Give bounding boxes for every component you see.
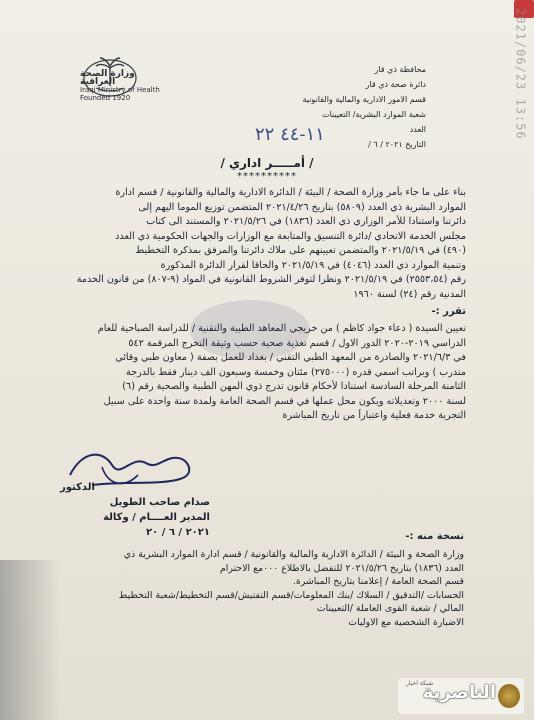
decision-label: تقرر :-	[431, 306, 466, 317]
cc-line: الاضبارة الشخصية مع الاوليات	[348, 616, 464, 628]
cc-line: قسم الصحة العامة / إعلامنا بتاريخ المباشرة.	[292, 576, 464, 587]
ministry-arabic: وزارة الصحة العراقية	[80, 69, 135, 87]
header-line: دائرة صحة ذي قار	[365, 80, 426, 89]
decision-line: الثامنة المرحلة السادسة استنادا لأحكام قانون تدرج ذوي المهن الطبية والصحية رقم (٦)	[122, 381, 466, 392]
header-line: التاريخ ٢٠٢١ / ٦ /	[368, 140, 426, 149]
signer-name: صدام صاحب الطويل	[109, 497, 210, 508]
header-line: قسم الامور الادارية والمالية والقانونية	[302, 95, 426, 104]
signer-title: الدكتور	[60, 482, 95, 493]
cc-line: العدد (١٨٣٦) بتاريخ ٢٠٢١/٥/٢٦ للتفضل بالاطلاع ٠٠٠مع الاحترام	[220, 562, 464, 574]
body-line: (٤٩٠) في ٢٠٢١/٥/١٩ والمتضمن تعيينهم على ملاك دائرتنا والمرفق بمذكرة التخطيط	[135, 245, 466, 256]
cc-line: المالي / شعبة القوى العاملة /التعيينات	[316, 603, 464, 614]
ministry-name	[80, 70, 162, 102]
body-line: الموارد البشرية ذي العدد (٥٨٠٩) بتاريخ ٢٠٢١/٤/٢٦ المتضمن توزيع الموما اليهم إلى	[138, 201, 466, 213]
signer-position: المدير العــــام / وكالة	[103, 512, 210, 523]
decision-line: في ٢٠٢١/٦/٣ والصادرة من المعهد الطبي التقني / بغداد للعمل بصفة ( معاون طبي وقائي	[115, 352, 466, 363]
cc-line: وزارة الصحة و البيئة / الدائرة الادارية والمالية والقانونية / قسم ادارة الموارد البشرية ذي	[123, 549, 464, 560]
emblem-icon	[498, 684, 520, 708]
body-line: رقم (٢٥٥٣،٥٤) في ٢٠٢١/٥/١٩ ونظرا لتوفر الشروط القانونية في المواد (٩-٨٠٧) من قانون الخدمة	[76, 274, 466, 285]
news-logo	[398, 678, 524, 714]
title-stars: **********	[237, 171, 297, 182]
header-line: شعبة الموارد البشرية/ التعيينات	[322, 110, 426, 119]
cc-label: نسخة منه :-	[405, 531, 464, 542]
decision-line: متدرب ) وبراتب اسمي قدره (٢٧٥٠٠٠) مئتان وخمسة وسبعون الف دينار فقط بالدرجة	[126, 366, 466, 378]
news-logo-tagline: شبكة اخبار	[406, 680, 434, 687]
body-line: مجلس الخدمة الاتحادي /دائرة التنسيق والمتابعة مع الوزارات والجهات الحكومية ذي العدد	[115, 230, 466, 242]
body-paragraph	[46, 186, 466, 302]
cc-line: الحسابات /التدقيق / السلاك /بنك المعلومات/قسم التفتيش/قسم التخطيط/شعبة التخطيط	[118, 589, 464, 601]
decision-line: الدراسي ٢٠١٩-٢٠٢٠ الدور الاول / قسم تغذية صحية حسب وثيقة التخرج المرقمة ٥٤٢	[128, 337, 466, 349]
signature-date: ٢٠٢١ / ٦ / ٢٠	[146, 527, 210, 538]
decision-line: لسنة ٢٠٠٠ وتعديلاته ويكون محل عملها في قسم الصحة العامة ولمدة سنة واحدة على سبيل	[103, 395, 466, 407]
timestamp-watermark: 2021/06/23 13:56	[514, 8, 528, 140]
ministry-english: Iraqi Ministry of Health	[80, 86, 160, 94]
order-title: / أمـــــر اداري /	[220, 156, 314, 170]
body-line: بناء على ما جاء بأمر وزارة الصحة / البيئة / الدائرة الادارية والمالية والقانونية / قسم ادارة	[115, 187, 466, 198]
body-line: المدنية رقم (٢٤) لسنة ١٩٦٠	[353, 288, 466, 300]
header-line: العدد	[409, 125, 426, 134]
header-line: محافظة ذي قار	[374, 65, 426, 74]
ministry-founded: Founded 1920	[80, 94, 131, 102]
decision-line: التجربة خدمة فعلية واعتباراً من تاريخ المباشرة	[282, 410, 466, 421]
body-line: دائرتنا واستنادا للأمر الوزاري ذي العدد (١٨٣٦) في ٢٠٢١/٥/٢٦ والمستند الى كتاب	[146, 216, 466, 227]
cc-list	[119, 548, 464, 629]
signature-block	[60, 480, 210, 540]
news-logo-name: الناصرية	[422, 682, 496, 703]
decision-line: تعيين السيدة ( دعاء جواد كاظم ) من خريجي المعاهد الطبية والتقنية / للدراسة الصباحية للعام	[97, 323, 466, 334]
body-line: وتنمية الموارد ذي العدد (٤٠٤٦) في ٢٠٢١/٥/١٩ والحاقا لقرار الدائرة المذكورة	[160, 259, 466, 271]
shadow-edge	[0, 560, 60, 720]
handwritten-number: ١١-٤٤ ٢٢	[255, 124, 325, 145]
decision-paragraph	[46, 322, 466, 424]
